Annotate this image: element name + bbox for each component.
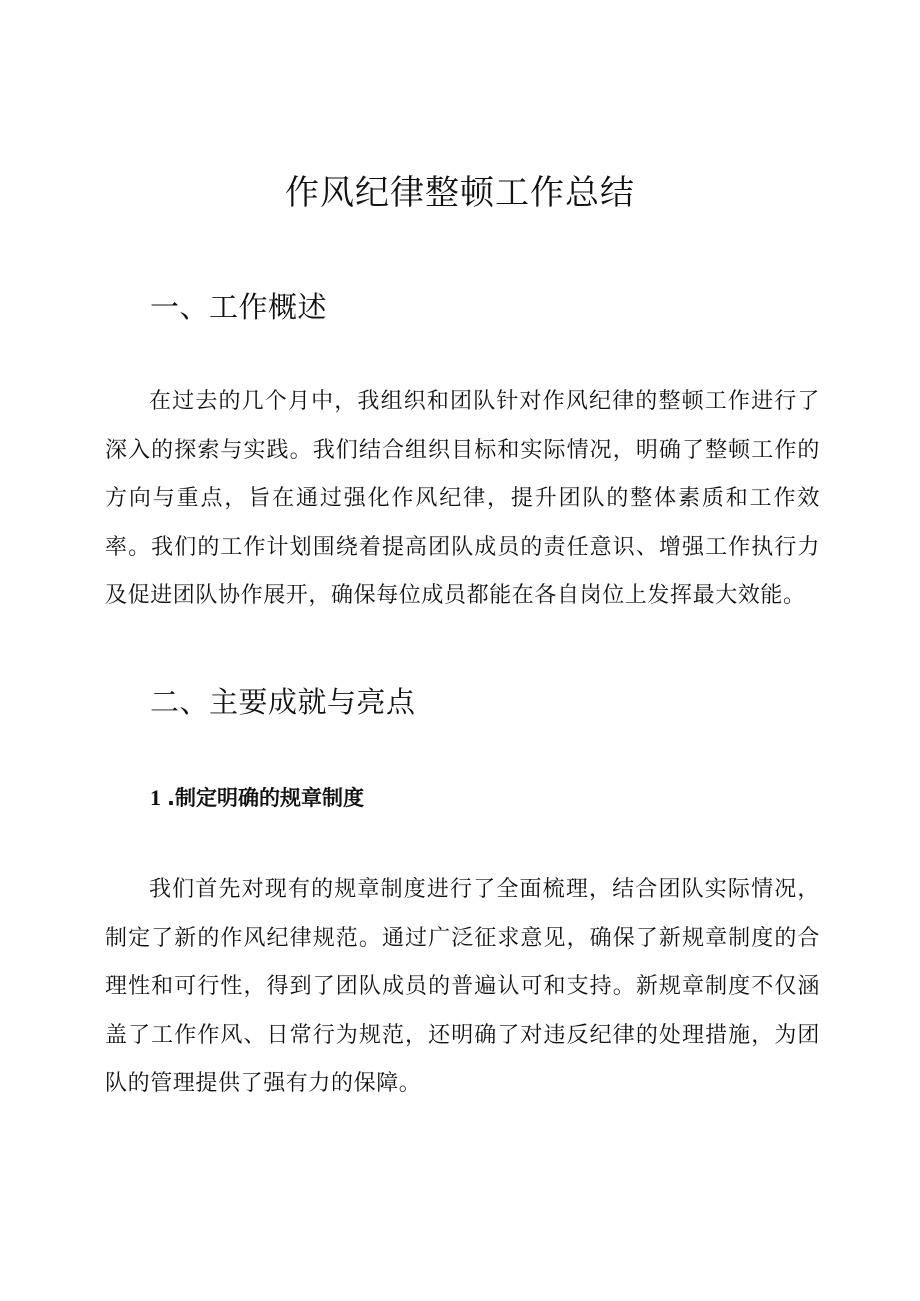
subsection-number: 1 [150, 785, 161, 810]
section-heading-overview: 一、工作概述 [150, 290, 328, 324]
regulations-paragraph: 我们首先对现有的规章制度进行了全面梳理，结合团队实际情况，制定了新的作风纪律规范。通过广泛征求意见，确保了新规章制度的合理性和可行性，得到了团队成员的普遍认可和支持。新规章制度不仅涵盖了工作作风、日常行为规范，还明确了对违反纪律的处理措施，为团队的管理提供了强有力的保障。 [105, 877, 820, 1096]
subsection-title: .制定明确的规章制度 [167, 786, 364, 810]
overview-paragraph: 在过去的几个月中，我组织和团队针对作风纪律的整顿工作进行了深入的探索与实践。我们结合组织目标和实际情况，明确了整顿工作的方向与重点，旨在通过强化作风纪律，提升团队的整体素质和工作效率。我们的工作计划围绕着提高团队成员的责任意识、增强工作执行力及促进团队协作展开，确保每位成员都能在各自岗位上发挥最大效能。 [105, 389, 820, 608]
section-heading-achievements: 二、主要成就与亮点 [150, 685, 416, 719]
document-title: 作风纪律整顿工作总结 [285, 173, 635, 213]
subsection-heading-regulations [150, 783, 364, 813]
